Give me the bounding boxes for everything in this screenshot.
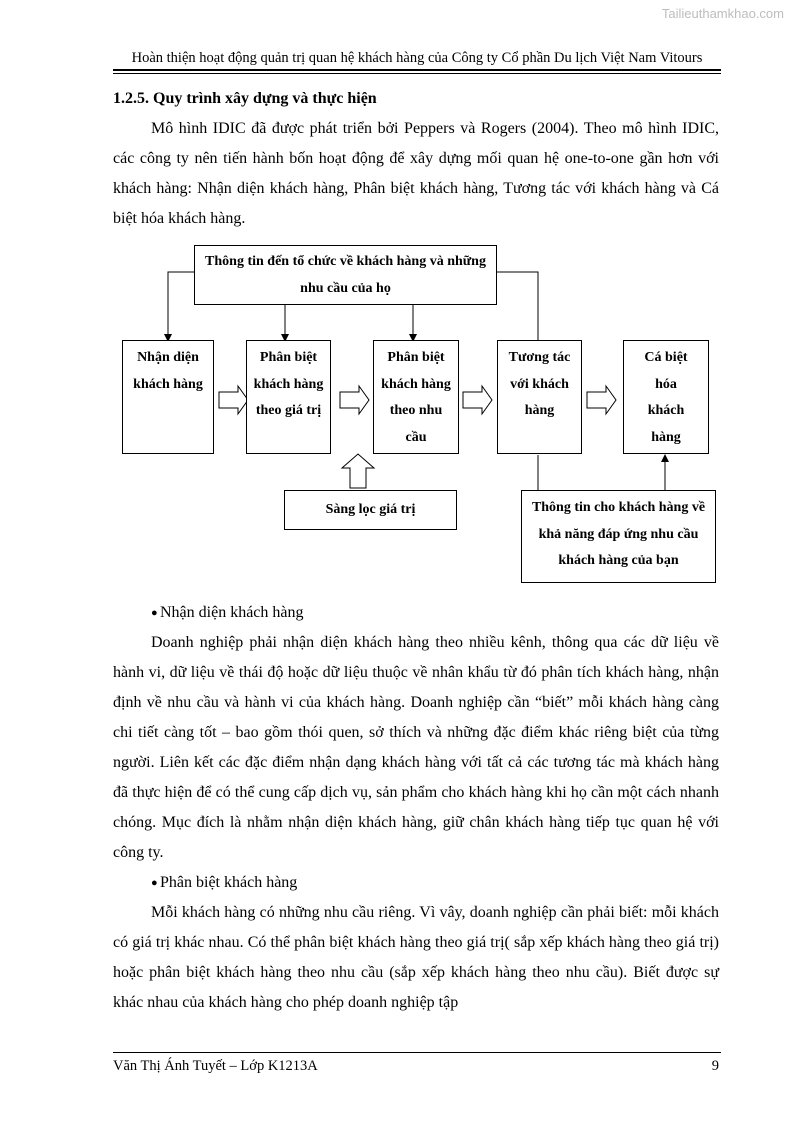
section-heading: 1.2.5. Quy trình xây dựng và thực hiện <box>113 90 377 107</box>
info-to-organization-box: Thông tin đến tổ chức về khách hàng và những nhu cầu của họ <box>194 245 497 305</box>
bullet-icon: ● <box>151 877 158 889</box>
info-to-customer-box: Thông tin cho khách hàng về khả năng đáp ứng nhu cầu khách hàng của bạn <box>521 490 716 583</box>
step-customize-box: Cá biệt hóa khách hàng <box>623 340 709 454</box>
bullet-identify <box>151 598 304 628</box>
bullet-differentiate-title: Phân biệt khách hàng <box>160 874 298 891</box>
identify-paragraph: Doanh nghiệp phải nhận diện khách hàng theo nhiều kênh, thông qua các dữ liệu về hành vi, dữ liệu về thái độ hoặc dữ liệu thuộc về nhân khẩu từ đó phân tích khách hàng, nhận định về nhu cầu và hành vi của khách hàng. Doanh nghiệp cần “biết” mỗi khách hàng càng chi tiết càng tốt – bao gồm thói quen, sở thích và những đặc điểm khác riêng biệt của từng người. Liên kết các đặc điểm nhận dạng khách hàng với tất cả các tương tác mà khách hàng đã thực hiện để có thể cung cấp dịch vụ, sản phẩm cho khách hàng khi họ cần một cách nhanh chóng. Mục đích là nhằm nhận diện khách hàng, giữ chân khách hàng tiếp tục quan hệ với công ty. <box>113 634 719 861</box>
step-differentiate-value-box: Phân biệt khách hàng theo giá trị <box>246 340 331 454</box>
step-identify-box: Nhận diện khách hàng <box>122 340 214 454</box>
page-header: Hoàn thiện hoạt động quản trị quan hệ khách hàng của Công ty Cổ phần Du lịch Việt Nam Vitours <box>131 50 703 66</box>
watermark: Tailieuthamkhao.com <box>661 6 784 21</box>
footer-author: Văn Thị Ánh Tuyết – Lớp K1213A <box>113 1058 318 1074</box>
footer-divider <box>113 1052 721 1053</box>
page-number: 9 <box>711 1058 719 1074</box>
step-interact-box: Tương tác với khách hàng <box>497 340 582 454</box>
bullet-differentiate <box>151 868 297 898</box>
value-filter-box: Sàng lọc giá trị <box>284 490 457 530</box>
differentiate-paragraph: Mỗi khách hàng có những nhu cầu riêng. Vì vây, doanh nghiệp cần phải biết: mỗi khách có giá trị khác nhau. Có thể phân biệt khách hàng theo giá trị( sắp xếp khách hàng theo giá trị) hoặc phân biệt khách hàng theo nhu cầu (sắp xếp khách hàng theo nhu cầu). Biết được sự khác nhau của khách hàng cho phép doanh nghiệp tập <box>113 904 719 1011</box>
intro-paragraph: Mô hình IDIC đã được phát triển bởi Peppers và Rogers (2004). Theo mô hình IDIC, các công ty nên tiến hành bốn hoạt động để xây dựng mối quan hệ one-to-one gần hơn với khách hàng: Nhận diện khách hàng, Phân biệt khách hàng, Tương tác với khách hàng và Cá biệt hóa khách hàng. <box>113 120 719 227</box>
bullet-identify-title: Nhận diện khách hàng <box>160 604 304 621</box>
bullet-icon: ● <box>151 607 158 619</box>
step-differentiate-needs-box: Phân biệt khách hàng theo nhu cầu <box>373 340 459 454</box>
